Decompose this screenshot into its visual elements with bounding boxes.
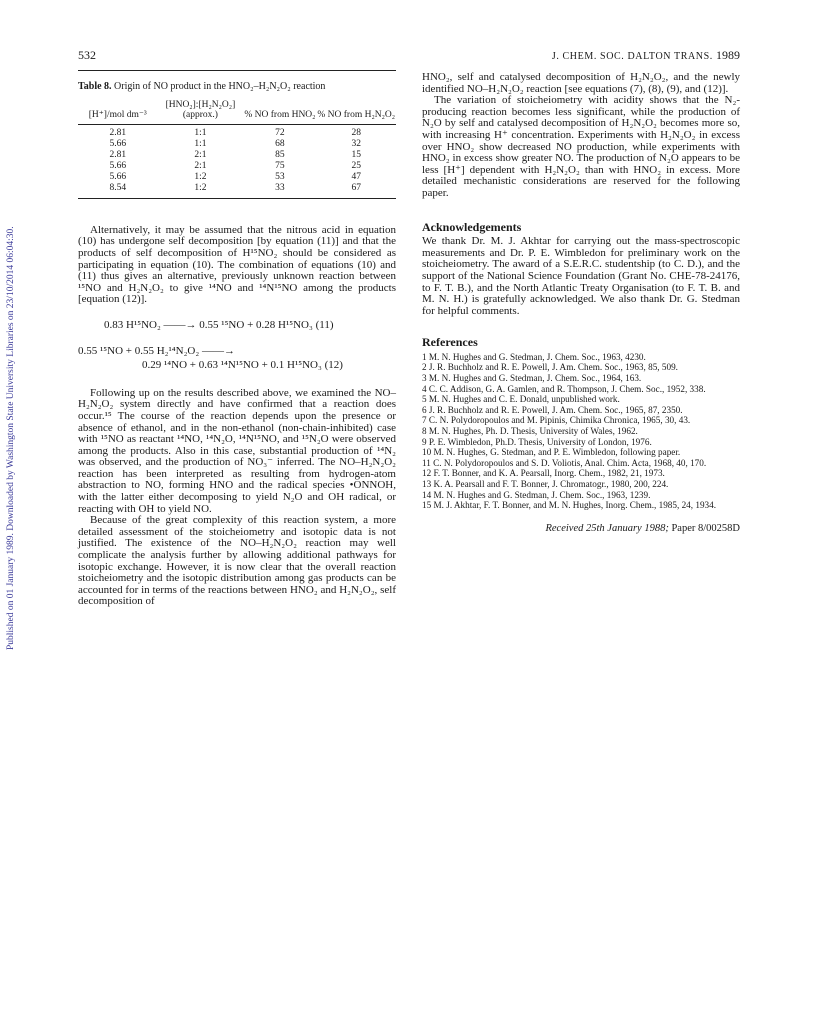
body-paragraph: HNO₂, self and catalysed decomposition of H₂N₂O₂, and the newly identified NO–H₂N₂O₂ reaction [see equations (7), (8), (9), and (12)]. xyxy=(422,71,740,95)
paper-id: Paper 8/00258D xyxy=(671,522,740,534)
table-cell: 85 xyxy=(275,149,285,160)
reference-item: 2 J. R. Buchholz and R. E. Powell, J. Am. Chem. Soc., 1963, 85, 509. xyxy=(422,362,678,373)
reference-item: 12 F. T. Bonner, and K. A. Pearsall, Inorg. Chem., 1982, 21, 1973. xyxy=(422,468,665,479)
page-number: 532 xyxy=(78,48,96,62)
table-cell: 25 xyxy=(351,160,361,171)
table-row xyxy=(78,172,396,183)
table-cell: 72 xyxy=(275,127,285,138)
body-paragraph: Alternatively, it may be assumed that the nitrous acid in equation (10) has undergone self decomposition [by equation (11)] and that the products of self decomposition of H¹⁵NO₂ should be considered as participating in equation (10). The combination of equations (10) and (11) thus gives an alternative, previously unknown reaction between ¹⁵NO and H₂N₂O₂ to give ¹⁴NO and ¹⁴N¹⁵NO among the products [equation (12)]. xyxy=(78,223,396,306)
table-cell: 1:1 xyxy=(194,127,207,138)
table-cell: 15 xyxy=(351,149,361,160)
reference-item: 5 M. N. Hughes and C. E. Donald, unpublished work. xyxy=(422,394,620,405)
equation-12-line2: 0.29 ¹⁴NO + 0.63 ¹⁴N¹⁵NO + 0.1 H¹⁵NO₃ (12) xyxy=(142,359,343,372)
table-header-cell: [HNO₂]:[H₂N₂O₂] (approx.) xyxy=(158,100,244,125)
table-header-cell: % NO from HNO₂ xyxy=(243,100,316,125)
left-column xyxy=(78,70,396,608)
table-cell: 68 xyxy=(275,138,285,149)
table-top-rule xyxy=(78,70,396,71)
reference-item: 4 C. C. Addison, G. A. Gamlen, and R. Thompson, J. Chem. Soc., 1952, 338. xyxy=(422,383,706,394)
table-cell: 75 xyxy=(275,160,285,171)
reference-item: 10 M. N. Hughes, G. Stedman, and P. E. Wimbledon, following paper. xyxy=(422,447,681,458)
table-cell: 33 xyxy=(243,183,316,199)
table-cell: 8.54 xyxy=(78,183,158,199)
table-cell: 5.66 xyxy=(109,160,127,171)
body-paragraph: Because of the great complexity of this reaction system, a more detailed assessment of the stoicheiometry and isotopic data is not justified. The existence of the NO–H₂N₂O₂ reaction may well complicate the analysis further by allowing additional pathways for isotopic exchange. However, it is now clear that the overall reaction stoicheiometry and the isotopic distribution among gas products can be accounted for in terms of the reactions between HNO₂ and H₂N₂O₂, self decomposition of xyxy=(78,514,396,608)
table-cell: 2.81 xyxy=(109,127,127,138)
reference-item: 3 M. N. Hughes and G. Stedman, J. Chem. Soc., 1964, 163. xyxy=(422,373,642,384)
reference-item: 7 C. N. Polydoropoulos and M. Pipinis, Chimika Chronica, 1965, 30, 43. xyxy=(422,415,691,426)
journal-name: J. CHEM. SOC. DALTON TRANS. xyxy=(551,51,713,62)
table-cell: 2.81 xyxy=(109,149,127,160)
reference-item: 15 M. J. Akhtar, F. T. Bonner, and M. N. Hughes, Inorg. Chem., 1985, 24, 1934. xyxy=(422,500,717,511)
table-cell: 28 xyxy=(351,127,361,138)
body-paragraph: The variation of stoicheiometry with acidity shows that the N₂-producing reaction becomes less significant, while the production of N₂O by self and catalysed decomposition of H₂N₂O₂ becomes more so, with increasing H⁺ concentration. Experiments with H₂N₂O₂ in excess over HNO₂ show decreased NO production, while experiments with HNO₂ in excess show greater NO. The production of N₂O appears to be less [H⁺] dependent with H₂N₂O₂ than with HNO₂ in excess. More detailed mechanistic considerations are reserved for the following paper. xyxy=(422,94,740,199)
table-row xyxy=(78,183,396,199)
table-caption xyxy=(78,81,396,93)
table-row xyxy=(78,124,396,139)
table-cell: 5.66 xyxy=(109,138,127,149)
table-cell: 2:1 xyxy=(194,160,207,171)
table-cell: 1:2 xyxy=(158,183,244,199)
equation-12-line1: 0.55 ¹⁵NO + 0.55 H₂¹⁴N₂O₂ ——→ xyxy=(78,344,235,357)
table-cell: 47 xyxy=(351,171,361,182)
table-cell: 1:1 xyxy=(194,138,207,149)
table-cell: 32 xyxy=(351,138,361,149)
references-heading: References xyxy=(422,335,478,350)
table-row xyxy=(78,150,396,161)
acknowledgements-heading: Acknowledgements xyxy=(422,219,522,234)
received-date: Received 25th January 1988; xyxy=(545,522,669,534)
table-cell: 67 xyxy=(316,183,396,199)
reference-list xyxy=(422,352,740,511)
reference-item: 14 M. N. Hughes and G. Stedman, J. Chem. Soc., 1963, 1239. xyxy=(422,489,651,500)
table-row xyxy=(78,161,396,172)
table-cell: 2:1 xyxy=(194,149,207,160)
equation-11: 0.83 H¹⁵NO₂ ——→ 0.55 ¹⁵NO + 0.28 H¹⁵NO₃ (11) xyxy=(104,318,334,331)
body-paragraph: Following up on the results described above, we examined the NO–H₂N₂O₂ system directly and have confirmed that a reaction does occur.¹⁵ The course of the reaction depends upon the presence or absence of ethanol, and in the non-ethanol (non-chain-inhibited) case with ¹⁵NO as reactant ¹⁴NO, ¹⁴N₂O, ¹⁴N¹⁵NO, and ¹⁵N₂O were observed among the products. Also in this case, substantial production of ¹⁴N₂ was observed, and the production of NO₃⁻ inferred. The NO–H₂N₂O₂ reaction has been interpreted as resulting from hydrogen-atom abstraction to NO, forming HNO and the radical species •ONNOH, with the latter either decomposing to yield N₂O and OH radical, or reacting with OH to yield NO. xyxy=(78,386,396,515)
reference-item: 9 P. E. Wimbledon, Ph.D. Thesis, University of London, 1976. xyxy=(422,436,652,447)
table-label: Table 8. xyxy=(78,81,112,92)
right-column xyxy=(422,72,740,534)
reference-item: 8 M. N. Hughes, Ph. D. Thesis, University of Wales, 1962. xyxy=(422,426,638,437)
table-header-cell: % NO from H₂N₂O₂ xyxy=(316,100,396,125)
table-cell: 53 xyxy=(275,171,285,182)
reference-item: 13 K. A. Pearsall and F. T. Bonner, J. Chromatogr., 1980, 200, 224. xyxy=(422,479,669,489)
reference-item: 11 C. N. Polydoropoulos and S. D. Voliotis, Anal. Chim. Acta, 1968, 40, 170. xyxy=(422,457,707,468)
download-provenance-note: Published on 01 January 1989. Downloaded by Washington State University Libraries on 23/10/2014 06:04:30. xyxy=(6,226,16,650)
journal-running-head xyxy=(552,48,740,63)
table-row xyxy=(78,139,396,150)
table-header-cell: [H⁺]/mol dm⁻³ xyxy=(78,100,158,125)
table-cell: 1:2 xyxy=(194,171,207,182)
page-header xyxy=(78,48,740,62)
acknowledgements-text: We thank Dr. M. J. Akhtar for carrying out the mass-spectroscopic measurements and Dr. P. E. Wimbledon for preliminary work on the stoicheiometry. The award of a S.E.R.C. studentship (to C. D.), and the support of the National Science Foundation (Grant No. CHE-78-24176, to F. T. B.), and the North Atlantic Treaty Organisation (to F. T. B. and M. N. H.) is gratefully acknowledged. We also thank Dr. G. Stedman for helpful comments. xyxy=(422,235,740,317)
received-line xyxy=(422,523,740,535)
table-cell: 5.66 xyxy=(109,171,127,182)
reference-item: 6 J. R. Buchholz and R. E. Powell, J. Am. Chem. Soc., 1965, 87, 2350. xyxy=(422,404,683,415)
reference-item: 1 M. N. Hughes and G. Stedman, J. Chem. Soc., 1963, 4230. xyxy=(422,351,646,362)
table-no-origin xyxy=(78,100,396,199)
table-title: Origin of NO product in the HNO₂–H₂N₂O₂ reaction xyxy=(114,81,326,92)
journal-year: 1989 xyxy=(716,48,740,62)
